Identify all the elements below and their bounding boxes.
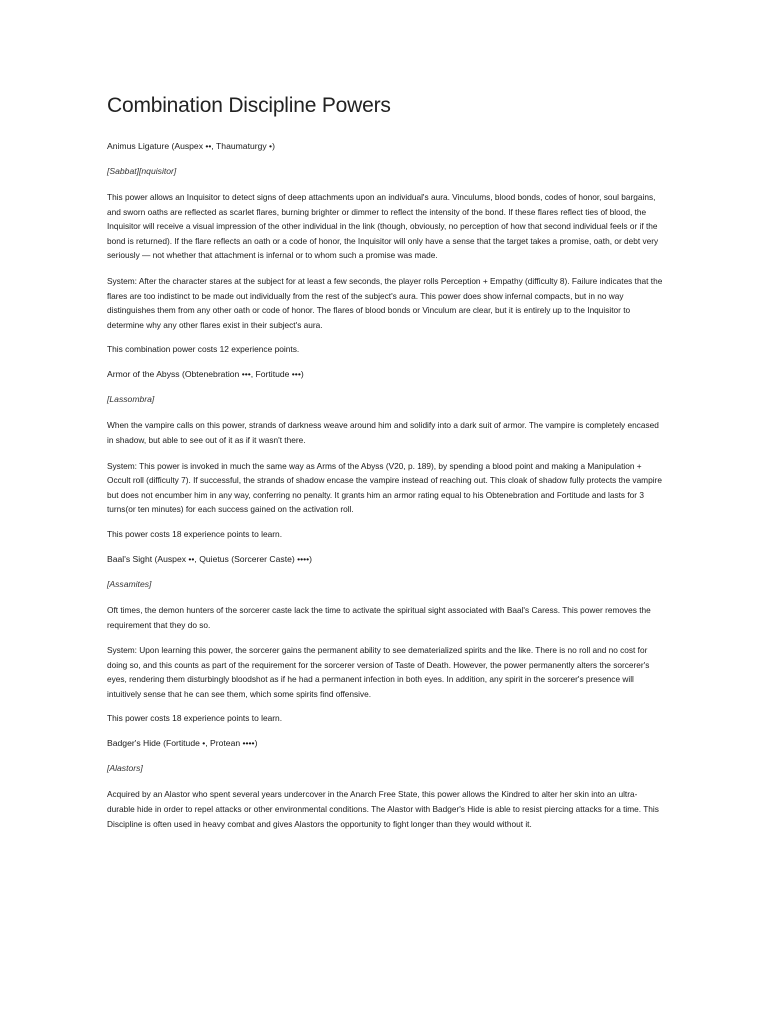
power-entry-baals-sight	[107, 553, 663, 726]
power-description: This power allows an Inquisitor to detect signs of deep attachments upon an individual's aura. Vinculums, blood bonds, codes of honor, soul bargains, and sworn oaths are reflected as scarlet flares, burning brighter or dimmer to reflect the intensity of the bond. If these flares reflect ties of blood, the Inquisitor will receive a visual impression of the other individual in the link (though, obviously, no perception of how that second individual feels or if the bond is returned). If the flare reflects an oath or a code of honor, the Inquisitor will only have a sense that the target takes a promise, oath, or debt very seriously — not whether that attachment is infernal or to whom such a promise was made.	[107, 192, 659, 261]
power-heading: Baal's Sight (Auspex ••, Quietus (Sorcerer Caste) ••••)	[107, 553, 313, 564]
power-description: Oft times, the demon hunters of the sorcerer caste lack the time to activate the spiritual sight associated with Baal's Caress. This power removes the requirement that they do so.	[107, 604, 651, 630]
clan-tag: [Assamites]	[107, 578, 152, 589]
clan-tag: [Alastors]	[107, 763, 143, 774]
power-cost: This combination power costs 12 experience points.	[107, 344, 300, 355]
power-entry-animus-ligature	[107, 140, 663, 356]
clan-tag: [Lassombra]	[107, 394, 155, 405]
page-title: Combination Discipline Powers	[107, 94, 391, 117]
power-cost: This power costs 18 experience points to learn.	[107, 528, 283, 539]
power-system: System: Upon learning this power, the sorcerer gains the permanent ability to see dematerialized spirits and the like. There is no roll and no cost for doing so, and this counts as part of the requirement for the sorcerer version of Taste of Death. However, the power permanently alters the sorcerer's eyes, rendering them disturbingly bloodshot as if he had a permanent infection in both eyes. In addition, any spirit in the sorcerer's presence will intuitively sense that he can see them, which some spirits find offensive.	[107, 645, 650, 699]
power-heading: Armor of the Abyss (Obtenebration •••, Fortitude •••)	[107, 369, 304, 380]
power-entry-badgers-hide	[107, 737, 663, 831]
document-page	[107, 94, 663, 842]
power-description: Acquired by an Alastor who spent several years undercover in the Anarch Free State, this power allows the Kindred to alter her skin into an ultra-durable hide in order to repel attacks or other environmental conditions. The Alastor with Badger's Hide is able to resist piercing attacks for a time. This Discipline is often used in heavy combat and gives Alastors the opportunity to fight longer than they would without it.	[107, 789, 659, 829]
power-heading: Badger's Hide (Fortitude •, Protean ••••)	[107, 738, 258, 749]
power-heading: Animus Ligature (Auspex ••, Thaumaturgy •)	[107, 141, 275, 151]
clan-tag: [Sabbat][nquisitor]	[107, 166, 177, 176]
power-system: System: This power is invoked in much the same way as Arms of the Abyss (V20, p. 189), by spending a blood point and making a Manipulation + Occult roll (difficulty 7). If successful, the strands of shadow encase the vampire instead of reaching out. This cloak of shadow fully protects the vampire but does not encumber him in any way, conferring no penalty. It grants him an armor rating equal to his Obtenebration and Fortitude and lasts for 3 turns(or ten minutes) for each success gained on the activation roll.	[107, 460, 662, 515]
power-entry-armor-of-the-abyss	[107, 368, 663, 541]
power-system: System: After the character stares at the subject for at least a few seconds, the player rolls Perception + Empathy (difficulty 8). Failure indicates that the flares are too indistinct to be made out individually from the rest of the subject's aura. This power does show infernal compacts, but in no way distinguishes them from any other oath or code of honor. The flares of blood bonds or Vinculum are clear, but it is entirely up to the Inquisitor to determine why any other flares exist in their subject's aura.	[107, 275, 663, 330]
power-description: When the vampire calls on this power, strands of darkness weave around him and solidify into a dark suit of armor. The vampire is completely encased in shadow, but able to see out of it as if it wasn't there.	[107, 420, 659, 445]
power-cost: This power costs 18 experience points to learn.	[107, 713, 283, 724]
